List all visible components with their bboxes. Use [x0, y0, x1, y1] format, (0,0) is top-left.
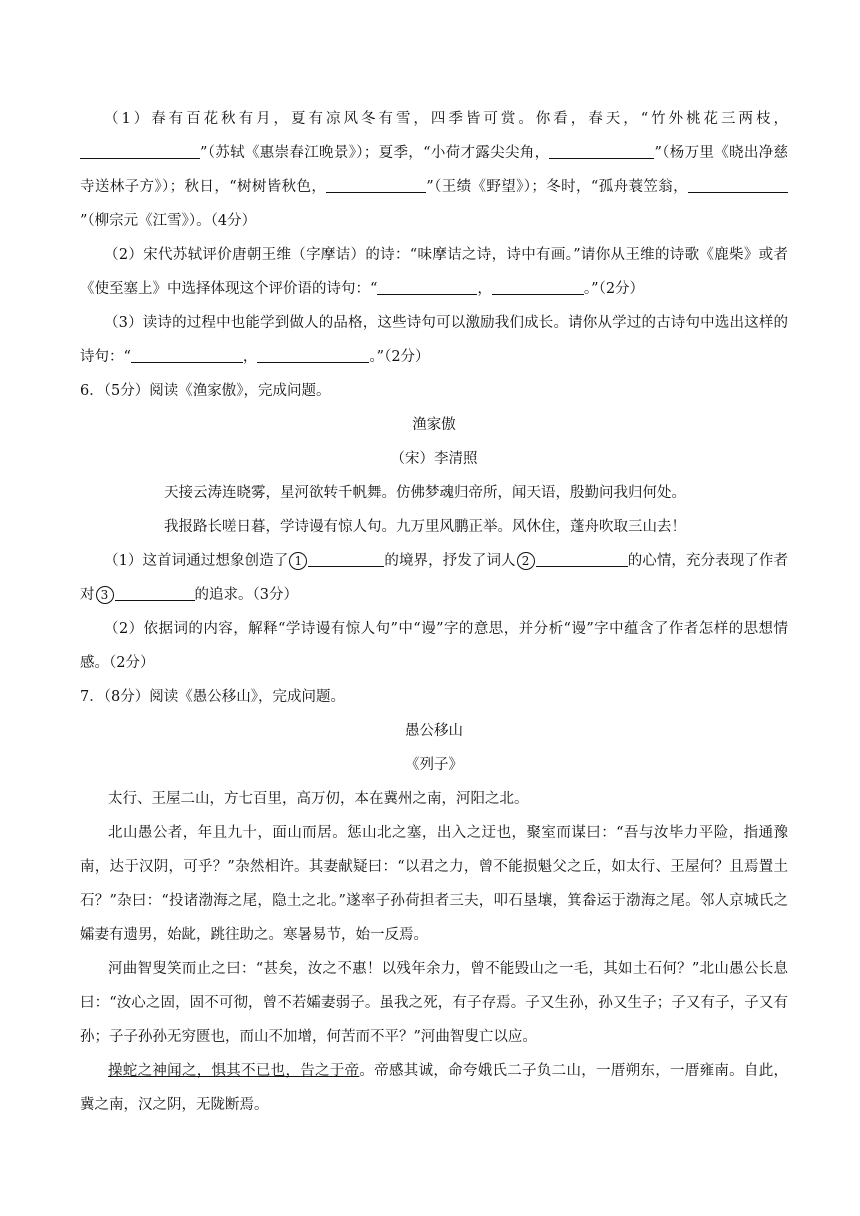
q6-part1-text-a: （1）这首词通过想象创造了 [104, 553, 289, 569]
passage-paragraph-1: 太行、王屋二山，方七百里，高万仞，本在冀州之南，河阳之北。 [108, 791, 529, 807]
answer-blank[interactable] [549, 140, 654, 159]
q5-part2-end: 。”（2分） [583, 281, 645, 297]
answer-blank[interactable] [492, 276, 584, 295]
q5-part1-text-b: ”（苏轼《惠崇春江晚景》）；夏季，“小荷才露尖尖角， [200, 145, 550, 161]
answer-blank[interactable] [688, 174, 788, 193]
answer-blank[interactable] [326, 174, 426, 193]
q6-part1-text-c: 的心情，充分表现了作者对 [80, 553, 789, 603]
passage-paragraph-2: 北山愚公者，年且九十，面山而居。惩山北之塞，出入之迂也，聚室而谋曰：“吾与汝毕力平险，指通豫南，达于汉阴，可乎？”杂然相许。其妻献疑曰：“以君之力，曾不能损魁父之丘，如太行、王屋何？且焉置土石？”杂曰：“投诸渤海之尾，隐土之北。”遂率子孙荷担者三夫，叩石垦壤，箕畚运于渤海之尾。邻人京城氏之孀妻有遗男，始龀，跳往助之。寒暑易节，始一反焉。 [80, 825, 788, 943]
q7-heading: 7．（8分）阅读《愚公移山》，完成问题。 [80, 689, 345, 705]
passage-title: 愚公移山 [405, 723, 463, 739]
q6-part2: （2）依据词的内容，解释“学诗谩有惊人句”中“谩”字的意思，并分析“谩”字中蕴含了作者怎样的思想情感。（2分） [80, 621, 788, 671]
circled-number-3: 3 [96, 586, 114, 604]
q5-part1-text-c: ”（杨万里《晓出净慈寺送林子方》）；秋日，“树树皆秋色， [80, 145, 788, 195]
q5-part3-text: （3）读诗的过程中也能学到做人的品格，这些诗句可以激励我们成长。请你从学过的古诗句中选出这样的诗句：“ [80, 315, 788, 365]
poem-line-2: 我报路长嗟日暮，学诗谩有惊人句。九万里风鹏正举。风休住，蓬舟吹取三山去！ [164, 519, 686, 535]
answer-blank[interactable] [308, 548, 384, 567]
answer-blank[interactable] [377, 276, 477, 295]
q5-part1-text-d: ”（王绩《野望》）；冬时，“孤舟蓑笠翁， [426, 179, 688, 195]
q5-part1-text-e: ”（柳宗元《江雪》）。（4分） [80, 213, 257, 229]
answer-blank[interactable] [80, 140, 200, 159]
q5-part1-text-a: （1）春有百花秋有月，夏有凉风冬有雪，四季皆可赏。你看，春天，“竹外桃花三两枝， [104, 111, 788, 127]
poem-line-1: 天接云涛连晓雾，星河欲转千帆舞。仿佛梦魂归帝所，闻天语，殷勤问我归何处。 [164, 485, 686, 501]
q5-part1 [80, 102, 788, 238]
q6-part1-text-b: 的境界，抒发了词人 [384, 553, 516, 569]
q5-part3 [80, 306, 788, 374]
paragraph-4-rest: 。帝感其诚，命夸娥氏二子负二山，一厝朔东，一厝雍南。自此，冀之南，汉之阴，无陇断焉。 [80, 1063, 789, 1113]
underlined-sentence: 操蛇之神闻之，惧其不已也，告之于帝 [108, 1063, 360, 1079]
poem-author: （宋）李清照 [390, 451, 478, 467]
answer-blank[interactable] [257, 344, 369, 363]
q5-part2 [80, 238, 788, 306]
passage-paragraph-3: 河曲智叟笑而止之曰：“甚矣，汝之不惠！以残年余力，曾不能毁山之一毛，其如土石何？”北山愚公长息曰：“汝心之固，固不可彻，曾不若孀妻弱子。虽我之死，有子存焉。子又生孙，孙又生子；子又有子，子又有孙；子子孙孙无穷匮也，而山不加增，何苦而不平？”河曲智叟亡以应。 [80, 961, 788, 1045]
q5-part2-text: （2）宋代苏轼评价唐朝王维（字摩诘）的诗：“味摩诘之诗，诗中有画。”请你从王维的诗歌《鹿柴》或者《使至塞上》中选择体现这个评价语的诗句：“ [80, 247, 788, 297]
answer-blank[interactable] [115, 582, 195, 601]
comma: ， [477, 281, 492, 297]
q6-part1-text-d: 的追求。（3分） [194, 587, 298, 603]
passage-author: 《列子》 [405, 757, 463, 773]
circled-number-2: 2 [517, 552, 535, 570]
circled-number-1: 1 [289, 552, 307, 570]
q5-part3-end: 。”（2分） [369, 349, 430, 365]
answer-blank[interactable] [131, 344, 243, 363]
answer-blank[interactable] [536, 548, 628, 567]
comma: ， [242, 349, 258, 365]
q6-heading: 6．（5分）阅读《渔家傲》，完成问题。 [80, 383, 331, 399]
q6-part1 [80, 544, 788, 612]
passage-paragraph-4 [80, 1054, 788, 1122]
poem-title: 渔家傲 [412, 417, 456, 433]
